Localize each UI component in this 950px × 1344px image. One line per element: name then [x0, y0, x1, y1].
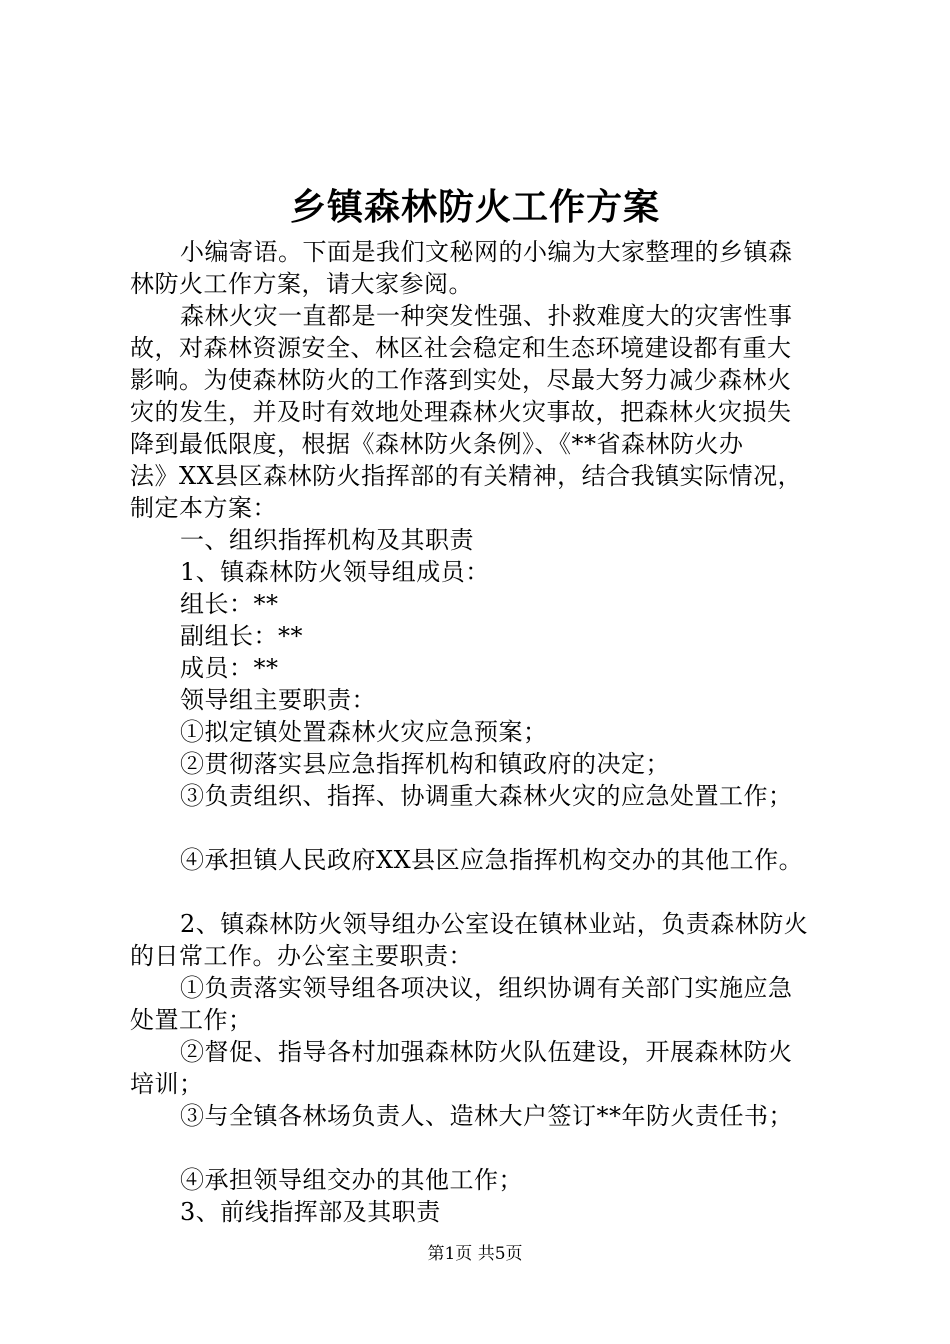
- list-item: ④承担领导组交办的其他工作；: [180, 1166, 523, 1194]
- list-item: ④承担镇人民政府XX县区应急指挥机构交办的其他工作。: [180, 846, 804, 874]
- paragraph-line: 领导组主要职责：: [180, 686, 376, 714]
- paragraph-line: 降到最低限度，根据《森林防火条例》、《**省森林防火办: [130, 430, 744, 458]
- list-item: ①负责落实领导组各项决议，组织协调有关部门实施应急: [180, 974, 793, 1002]
- paragraph-line: 林防火工作方案，请大家参阅。: [130, 270, 473, 298]
- paragraph-line: 成员：**: [180, 654, 279, 682]
- page-footer: 第1页 共5页: [427, 1244, 523, 1264]
- list-item: ②贯彻落实县应急指挥机构和镇政府的决定；: [180, 750, 670, 778]
- paragraph-line: 小编寄语。下面是我们文秘网的小编为大家整理的乡镇森: [180, 238, 793, 266]
- paragraph-line: 副组长：**: [180, 622, 303, 650]
- paragraph-line: 组长：**: [180, 590, 279, 618]
- document-title: 乡镇森林防火工作方案: [289, 187, 660, 228]
- paragraph-line: 制定本方案：: [130, 494, 277, 522]
- paragraph-line: 森林火灾一直都是一种突发性强、扑救难度大的灾害性事: [180, 302, 793, 330]
- paragraph-line: 故，对森林资源安全、林区社会稳定和生态环境建设都有重大: [130, 334, 792, 362]
- paragraph-line: 1、镇森林防火领导组成员：: [180, 558, 490, 586]
- list-item: ③与全镇各林场负责人、造林大户签订**年防火责任书；: [180, 1102, 793, 1130]
- paragraph-line: 处置工作；: [130, 1006, 253, 1034]
- paragraph-line: 培训；: [130, 1070, 204, 1098]
- list-item: ①拟定镇处置森林火灾应急预案；: [180, 718, 548, 746]
- section-heading: 一、组织指挥机构及其职责: [180, 526, 474, 554]
- section-heading: 3、前线指挥部及其职责: [180, 1198, 441, 1226]
- list-item: ②督促、指导各村加强森林防火队伍建设，开展森林防火: [180, 1038, 793, 1066]
- paragraph-line: 灾的发生，并及时有效地处理森林火灾事故，把森林火灾损失: [130, 398, 792, 426]
- paragraph-line: 影响。为使森林防火的工作落到实处，尽最大努力减少森林火: [130, 366, 792, 394]
- paragraph-line: 法》XX县区森林防火指挥部的有关精神，结合我镇实际情况，: [130, 462, 803, 490]
- paragraph-line: 2、镇森林防火领导组办公室设在镇林业站，负责森林防火: [180, 910, 809, 938]
- paragraph-line: 的日常工作。办公室主要职责：: [130, 942, 473, 970]
- list-item: ③负责组织、指挥、协调重大森林火灾的应急处置工作；: [180, 782, 793, 810]
